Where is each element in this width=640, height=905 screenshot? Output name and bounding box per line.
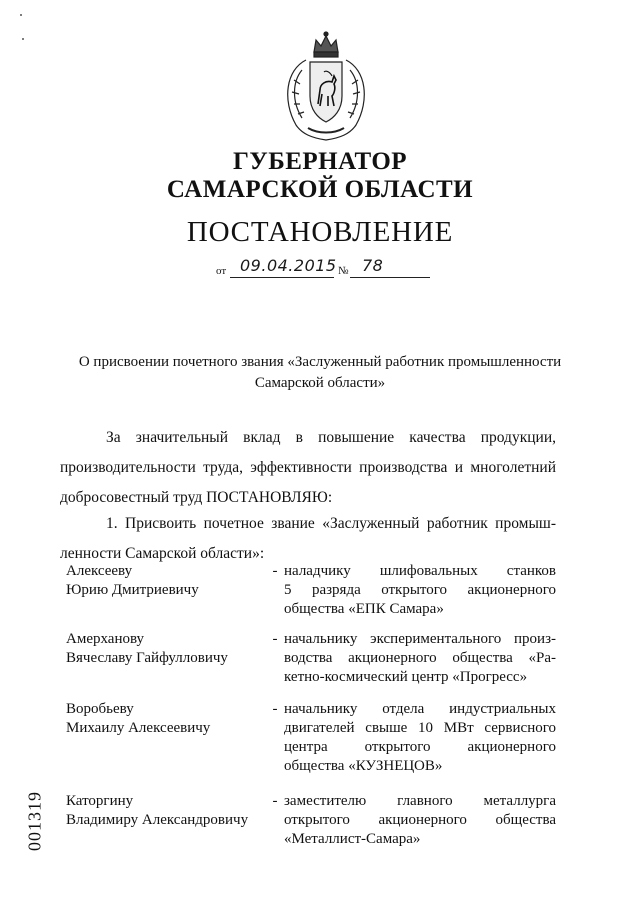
role-line: заместителю главного металлурга [284,793,556,809]
dash: - [272,793,278,809]
title-region: САМАРСКОЙ ОБЛАСТИ [166,176,474,203]
awardee-given-name: Владимиру Александровичу [66,812,249,828]
awardee-name [66,562,266,600]
preamble-paragraph [60,423,556,513]
date-value: 09.04.2015 [240,256,337,275]
awardee-role [284,700,556,776]
samara-coat-of-arms-icon [276,30,376,144]
clause-1 [60,509,556,569]
role-line: «Металлист-Самара» [284,831,421,847]
role-line: центра открытого акционерного [284,739,556,755]
serial-stamp [20,766,50,876]
awardee-name [66,630,266,668]
awardee-surname: Воробьеву [66,701,134,717]
awardee-name [66,700,266,738]
role-line: открытого акционерного общества [284,812,556,828]
awardee-surname: Алексееву [66,563,133,579]
number-value: 78 [362,256,384,275]
text-line: добросовестный труд ПОСТАНОВЛЯЮ: [60,489,333,506]
dateline [216,256,456,280]
number-label: № [338,265,349,277]
role-line: кетно-космический центр «Прогресс» [284,669,528,685]
awardee-given-name: Юрию Дмитриевичу [66,582,199,598]
dash: - [272,631,278,647]
role-line: двигателей свыше 10 МВт сервисного [284,720,556,736]
awardee-role [284,562,556,619]
text-line: производительности труда, эффективности производства и многолетний [60,459,556,476]
serial-number: 001319 [24,791,45,851]
scan-speck [20,14,22,16]
scan-speck [22,38,24,40]
subject-line: О присвоении почетного звания «Заслуженный работник промышленности [78,354,562,370]
text-line: 1. Присвоить почетное звание «Заслуженный работник промыш- [106,515,556,532]
awardee-surname: Каторгину [66,793,134,809]
dash: - [272,563,278,579]
awardee-name [66,792,266,830]
date-underline [230,277,334,278]
awardee-given-name: Михаилу Алексеевичу [66,720,211,736]
role-line: общества «КУЗНЕЦОВ» [284,758,443,774]
awardee-role [284,630,556,687]
doc-type: ПОСТАНОВЛЕНИЕ [186,216,454,248]
role-line: начальнику отдела индустриальных [284,701,556,717]
title-governor: ГУБЕРНАТОР [232,148,408,175]
role-line: наладчику шлифовальных станков [284,563,556,579]
number-underline [350,277,430,278]
awardee-given-name: Вячеславу Гайфулловичу [66,650,228,666]
role-line: общества «ЕПК Самара» [284,601,444,617]
date-label: от [216,265,227,277]
role-line: начальнику экспериментального произ- [284,631,556,647]
role-line: водства акционерного общества «Ра- [284,650,556,666]
subject-line: Самарской области» [254,375,386,391]
awardee-surname: Амерханову [66,631,145,647]
awardee-role [284,792,556,849]
subject-heading [60,352,580,394]
text-line: За значительный вклад в повышение качества продукции, [106,429,556,446]
dash: - [272,701,278,717]
text-line: ленности Самарской области»: [60,545,265,562]
role-line: 5 разряда открытого акционерного [284,582,556,598]
